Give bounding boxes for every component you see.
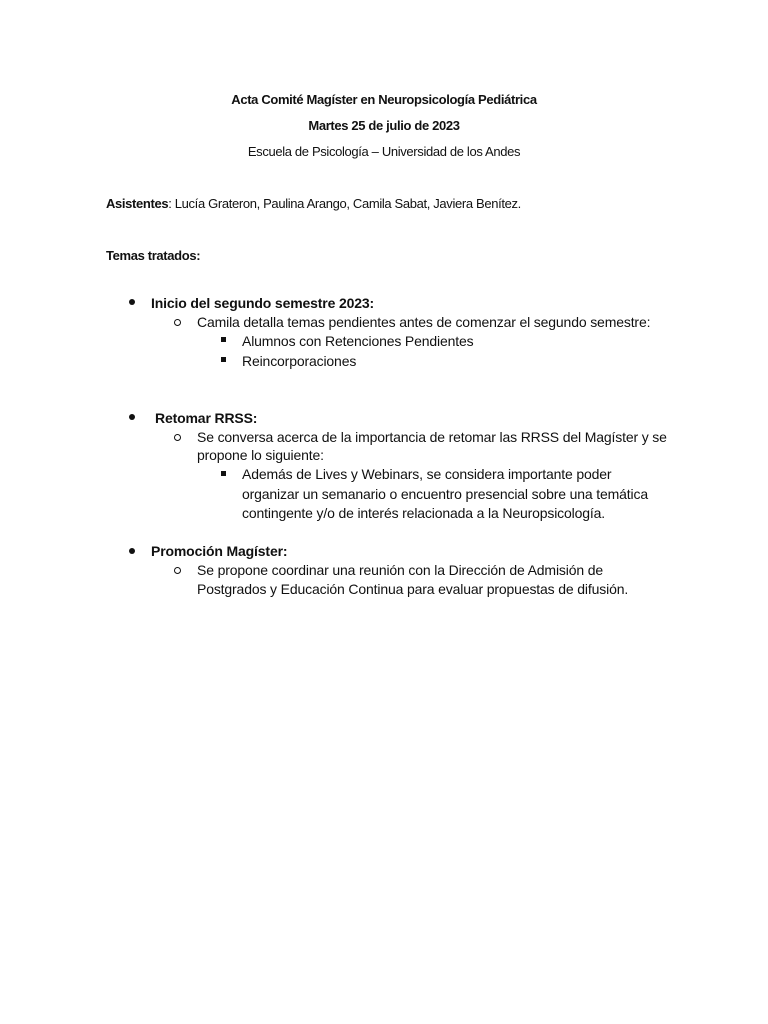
- topic-3-sub-line-2: Postgrados y Educación Continua para evaluar propuestas de difusión.: [197, 581, 629, 597]
- topic-3-sub-line-1: Se propone coordinar una reunión con la Dirección de Admisión de: [197, 562, 603, 578]
- topic-2-item-line-3: contingente y/o de interés relacionada a la Neuropsicología.: [242, 505, 606, 521]
- bullet-circle-icon: [174, 434, 181, 441]
- bullet-square-icon: [221, 357, 226, 362]
- school-name: Escuela de Psicología – Universidad de los Andes: [247, 144, 521, 159]
- bullet-disc-icon: [129, 299, 135, 305]
- bullet-circle-icon: [174, 319, 181, 326]
- topic-2-sub-line-2: propone lo siguiente:: [197, 447, 324, 463]
- topic-1-sub: Camila detalla temas pendientes antes de comenzar el segundo semestre:: [197, 314, 651, 330]
- bullet-disc-icon: [129, 414, 135, 420]
- bullet-square-icon: [221, 471, 226, 476]
- meeting-date: Martes 25 de julio de 2023: [308, 118, 460, 133]
- bullet-circle-icon: [174, 567, 181, 574]
- topic-title-2: Retomar RRSS:: [155, 410, 258, 426]
- topic-title-1: Inicio del segundo semestre 2023:: [151, 295, 375, 311]
- topic-2-sub-line-1: Se conversa acerca de la importancia de retomar las RRSS del Magíster y se: [197, 429, 667, 445]
- document-title: Acta Comité Magíster en Neuropsicología Pediátrica: [231, 92, 537, 107]
- topic-2-item-line-2: organizar un semanario o encuentro presencial sobre una temática: [242, 486, 648, 502]
- topic-2-item-line-1: Además de Lives y Webinars, se considera importante poder: [242, 466, 612, 482]
- topic-title-3: Promoción Magíster:: [151, 543, 288, 559]
- bullet-disc-icon: [129, 548, 135, 554]
- topic-1-item-2: Reincorporaciones: [242, 353, 357, 369]
- topics-heading: Temas tratados:: [106, 248, 201, 263]
- topic-1-item-1: Alumnos con Retenciones Pendientes: [242, 333, 474, 349]
- bullet-square-icon: [221, 337, 226, 342]
- attendees-label: Asistentes: [106, 196, 169, 211]
- attendees-line: [106, 196, 521, 211]
- attendees-names: : Lucía Grateron, Paulina Arango, Camila Sabat, Javiera Benítez.: [168, 196, 521, 211]
